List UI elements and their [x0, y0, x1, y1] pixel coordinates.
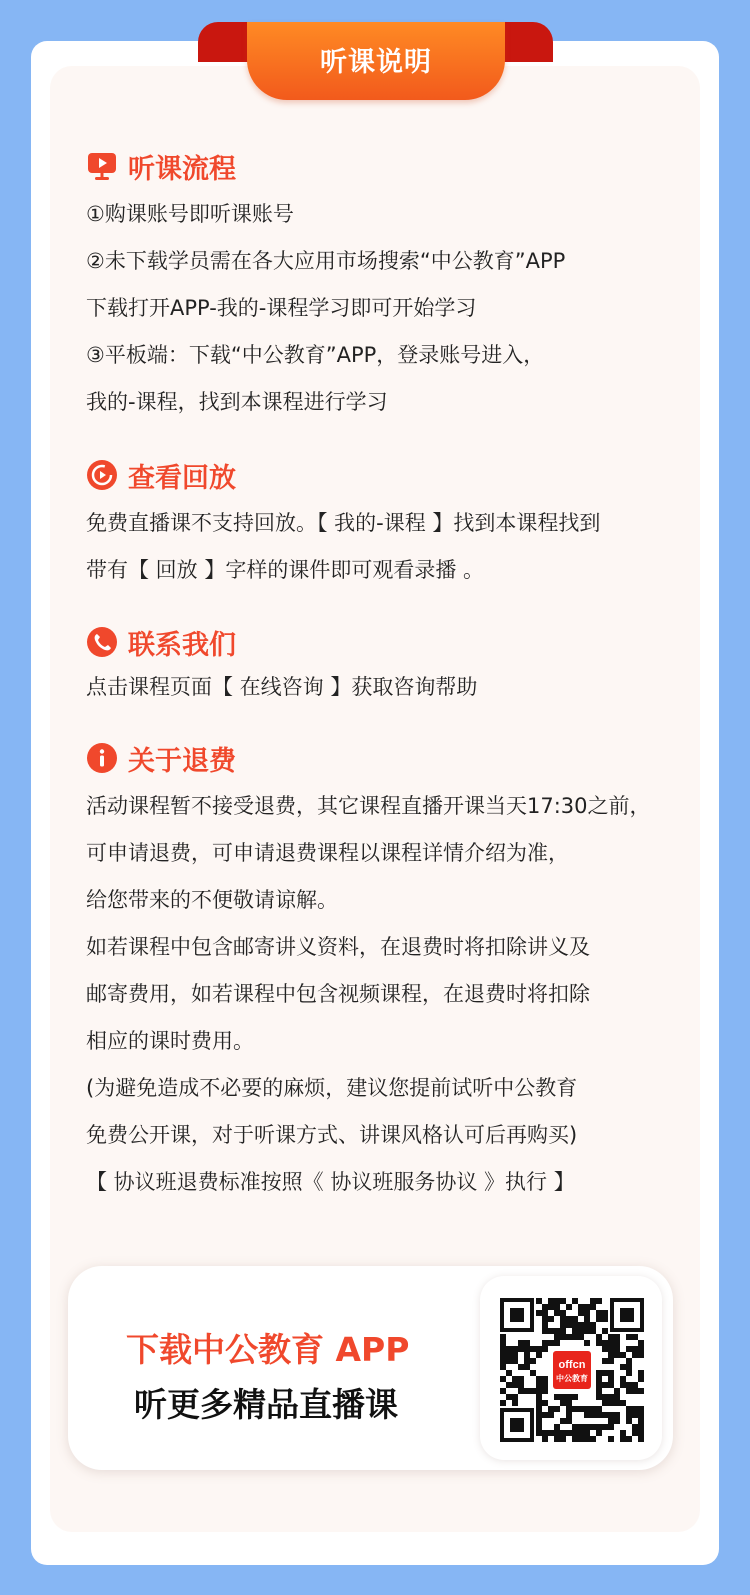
text-line: 免费直播课不支持回放。【 我的-课程 】找到本课程找到 — [86, 511, 601, 535]
text-line: 我的-课程，找到本课程进行学习 — [86, 390, 388, 414]
text-line: 免费公开课，对于听课方式、讲课风格认可后再购买) — [86, 1123, 578, 1147]
replay-icon — [86, 459, 118, 491]
app-download-promo[interactable] — [68, 1266, 673, 1470]
page-title: 听课说明 — [320, 46, 432, 78]
info-icon — [86, 742, 118, 774]
qr-code-box[interactable] — [480, 1276, 662, 1460]
text-line: ②未下载学员需在各大应用市场搜索“中公教育”APP — [86, 249, 566, 273]
text-line: 点击课程页面【 在线咨询 】获取咨询帮助 — [86, 675, 478, 699]
qr-logo-top: offcn — [558, 1359, 586, 1371]
promo-subtitle: 听更多精品直播课 — [134, 1385, 398, 1424]
phone-icon — [86, 626, 118, 658]
text-line: 活动课程暂不接受退费，其它课程直播开课当天17:30之前， — [86, 794, 651, 818]
section-replay — [86, 455, 706, 594]
qr-code — [500, 1298, 644, 1442]
text-line: 可申请退费，可申请退费课程以课程详情介绍为准， — [86, 841, 569, 865]
qr-logo-bottom: 中公教育 — [556, 1374, 588, 1383]
section-header — [86, 738, 706, 778]
section-refund — [86, 738, 706, 1206]
section-title: 查看回放 — [128, 462, 236, 494]
text-line: 【 协议班退费标准按照《 协议班服务协议 》执行 】 — [86, 1170, 575, 1194]
text-line: 给您带来的不便敬请谅解。 — [86, 888, 338, 912]
section-header — [86, 146, 706, 186]
promo-title: 下载中公教育 APP — [126, 1330, 410, 1369]
text-line: ③平板端：下载“中公教育”APP，登录账号进入， — [86, 343, 545, 367]
section-title: 联系我们 — [128, 629, 236, 661]
header-ribbon — [247, 22, 505, 100]
section-contact — [86, 622, 706, 711]
screen-play-icon — [86, 150, 118, 182]
text-line: 带有【 回放 】字样的课件即可观看录播 。 — [86, 558, 485, 582]
text-line: ①购课账号即听课账号 — [86, 202, 294, 226]
text-line: 下载打开APP-我的-课程学习即可开始学习 — [86, 296, 477, 320]
text-line: 邮寄费用，如若课程中包含视频课程，在退费时将扣除 — [86, 982, 590, 1006]
text-line: 如若课程中包含邮寄讲义资料，在退费时将扣除讲义及 — [86, 935, 590, 959]
section-title: 听课流程 — [128, 153, 236, 185]
section-header — [86, 622, 706, 662]
section-header — [86, 455, 706, 495]
text-line: 相应的课时费用。 — [86, 1029, 254, 1053]
text-line: (为避免造成不必要的麻烦，建议您提前试听中公教育 — [86, 1076, 578, 1100]
section-title: 关于退费 — [128, 745, 236, 777]
section-course-process — [86, 146, 706, 426]
